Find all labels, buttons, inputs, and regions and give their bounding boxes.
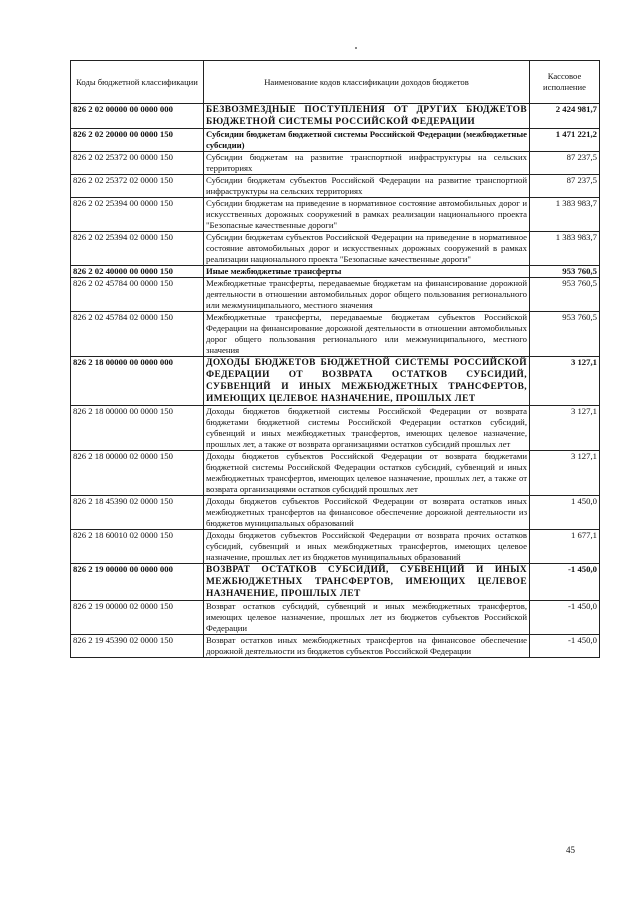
table-row [71,232,600,266]
row-code: 826 2 02 40000 00 0000 150 [71,266,204,278]
row-code: 826 2 18 00000 00 0000 150 [71,406,204,451]
table-row [71,198,600,232]
table-header-row [71,61,600,104]
row-name: Межбюджетные трансферты, передаваемые бюджетам субъектов Российской Федерации на финансирование дорожной деятельности в отношении автомобильных дорог общего пользования регионального или межмуниципального, местного значения [204,312,530,357]
row-name: Доходы бюджетов субъектов Российской Федерации от возврата бюджетами бюджетной системы Российской Федерации остатков субсидий, субвенций и иных межбюджетных трансфертов, имеющих целевое назначение, прошлых лет, а также от возврата организациями остатков субсидий прошлых лет [204,451,530,496]
row-amount: 1 383 983,7 [530,198,600,232]
row-name: Субсидии бюджетам на приведение в нормативное состояние автомобильных дорог и искусственных дорожных сооружений в рамках реализации национального проекта "Безопасные качественные дороги" [204,198,530,232]
row-code: 826 2 19 00000 02 0000 150 [71,601,204,635]
row-name: ДОХОДЫ БЮДЖЕТОВ БЮДЖЕТНОЙ СИСТЕМЫ РОССИЙСКОЙ ФЕДЕРАЦИИ ОТ ВОЗВРАТА ОСТАТКОВ СУБСИДИЙ, СУБВЕНЦИЙ И ИНЫХ МЕЖБЮДЖЕТНЫХ ТРАНСФЕРТОВ, ИМЕЮЩИХ ЦЕЛЕВОЕ НАЗНАЧЕНИЕ, ПРОШЛЫХ ЛЕТ [204,357,530,406]
table-row [71,104,600,129]
header-name: Наименование кодов классификации доходов бюджетов [204,61,530,104]
row-name: Субсидии бюджетам бюджетной системы Российской Федерации (межбюджетные субсидии) [204,129,530,152]
table-row [71,312,600,357]
row-code: 826 2 02 25394 00 0000 150 [71,198,204,232]
row-name: Субсидии бюджетам субъектов Российской Федерации на развитие транспортной инфраструктуры на сельских территориях [204,175,530,198]
row-amount: 3 127,1 [530,357,600,406]
row-code: 826 2 18 45390 02 0000 150 [71,496,204,530]
row-code: 826 2 19 00000 00 0000 000 [71,564,204,601]
table-row [71,278,600,312]
row-name: Доходы бюджетов бюджетной системы Российской Федерации от возврата бюджетами бюджетной системы Российской Федерации остатков субсидий, субвенций и иных межбюджетных трансфертов, имеющих целевое назначение, прошлых лет, а также от возврата организациями остатков субсидий прошлых лет [204,406,530,451]
scan-dot [355,47,357,49]
table-row [71,175,600,198]
header-amount: Кассовое исполнение [530,61,600,104]
table-row [71,266,600,278]
table-row [71,564,600,601]
row-code: 826 2 18 00000 02 0000 150 [71,451,204,496]
row-amount: -1 450,0 [530,601,600,635]
row-name: ВОЗВРАТ ОСТАТКОВ СУБСИДИЙ, СУБВЕНЦИЙ И ИНЫХ МЕЖБЮДЖЕТНЫХ ТРАНСФЕРТОВ, ИМЕЮЩИХ ЦЕЛЕВОЕ НАЗНАЧЕНИЕ, ПРОШЛЫХ ЛЕТ [204,564,530,601]
row-amount: 1 471 221,2 [530,129,600,152]
table-row [71,406,600,451]
row-amount: 953 760,5 [530,278,600,312]
row-name: Иные межбюджетные трансферты [204,266,530,278]
table-row [71,601,600,635]
row-amount: 953 760,5 [530,312,600,357]
row-code: 826 2 02 20000 00 0000 150 [71,129,204,152]
table-row [71,496,600,530]
row-amount: -1 450,0 [530,635,600,658]
row-name: Доходы бюджетов субъектов Российской Федерации от возврата остатков иных межбюджетных трансфертов на финансовое обеспечение дорожной деятельности из бюджетов муниципальных образований [204,496,530,530]
row-name: Возврат остатков иных межбюджетных трансфертов на финансовое обеспечение дорожной деятельности из бюджетов субъектов Российской Федерации [204,635,530,658]
row-code: 826 2 18 60010 02 0000 150 [71,530,204,564]
row-code: 826 2 02 45784 00 0000 150 [71,278,204,312]
header-code: Коды бюджетной классификации [71,61,204,104]
row-amount: 1 383 983,7 [530,232,600,266]
row-amount: 2 424 981,7 [530,104,600,129]
table-row [71,152,600,175]
table-row [71,357,600,406]
row-amount: 3 127,1 [530,451,600,496]
row-name: Межбюджетные трансферты, передаваемые бюджетам на финансирование дорожной деятельности в отношении автомобильных дорог общего пользования регионального или межмуниципального, местного значения [204,278,530,312]
row-name: БЕЗВОЗМЕЗДНЫЕ ПОСТУПЛЕНИЯ ОТ ДРУГИХ БЮДЖЕТОВ БЮДЖЕТНОЙ СИСТЕМЫ РОССИЙСКОЙ ФЕДЕРАЦИИ [204,104,530,129]
table-row [71,451,600,496]
row-code: 826 2 02 25394 02 0000 150 [71,232,204,266]
row-amount: 1 677,1 [530,530,600,564]
row-code: 826 2 19 45390 02 0000 150 [71,635,204,658]
page-number: 45 [566,845,575,855]
row-amount: 1 450,0 [530,496,600,530]
row-amount: 87 237,5 [530,152,600,175]
table-row [71,635,600,658]
row-amount: 3 127,1 [530,406,600,451]
row-amount: 87 237,5 [530,175,600,198]
row-code: 826 2 02 25372 02 0000 150 [71,175,204,198]
row-amount: 953 760,5 [530,266,600,278]
table-row [71,129,600,152]
row-code: 826 2 02 25372 00 0000 150 [71,152,204,175]
row-code: 826 2 18 00000 00 0000 000 [71,357,204,406]
row-name: Субсидии бюджетам субъектов Российской Федерации на приведение в нормативное состояние автомобильных дорог и искусственных дорожных сооружений в рамках реализации национального проекта "Безопасные качественные дороги" [204,232,530,266]
row-name: Возврат остатков субсидий, субвенций и иных межбюджетных трансфертов, имеющих целевое назначение, прошлых лет из бюджетов субъектов Российской Федерации [204,601,530,635]
row-name: Доходы бюджетов субъектов Российской Федерации от возврата прочих остатков субсидий, субвенций и иных межбюджетных трансфертов, имеющих целевое назначение, прошлых лет из бюджетов муниципальных образований [204,530,530,564]
row-code: 826 2 02 45784 02 0000 150 [71,312,204,357]
row-amount: -1 450,0 [530,564,600,601]
table-row [71,530,600,564]
budget-classification-table [70,60,600,658]
row-code: 826 2 02 00000 00 0000 000 [71,104,204,129]
row-name: Субсидии бюджетам на развитие транспортной инфраструктуры на сельских территориях [204,152,530,175]
